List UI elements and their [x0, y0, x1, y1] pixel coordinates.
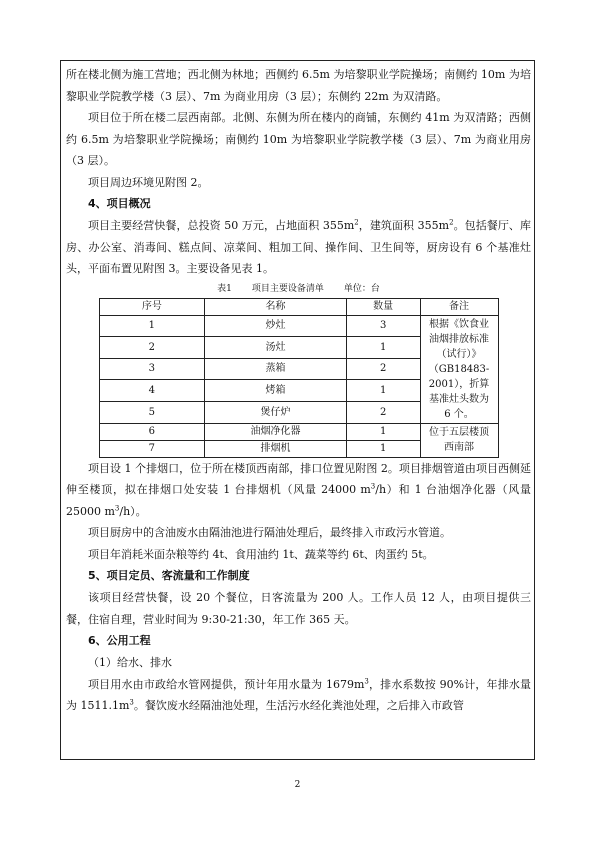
table-cell: 烤箱 [205, 380, 347, 402]
table-cell: 2 [346, 358, 420, 380]
exhaust-text-a: 项目设 1 个排烟口，位于所在楼顶西南部，排口位置见附图 2。项目排烟管道由项目西侧延伸至楼顶，拟在排烟口处安装 1 台排烟机（风量 24000 m [66, 461, 531, 496]
table-note-cell: 根据《饮食业油烟排放标准（试行）》（GB18483-2001），折算基准灶头数为 6 个。 [420, 315, 498, 423]
table-header-cell: 序号 [99, 298, 205, 315]
paragraph-consumption: 项目年消耗米面杂粮等约 4t、食用油约 1t、蔬菜等约 6t、肉蛋约 5t。 [88, 547, 434, 561]
section-heading-utilities: 6、公用工程 [88, 634, 151, 647]
equipment-table [99, 298, 499, 458]
paragraph-surroundings-ref: 项目周边环境见附图 2。 [88, 175, 209, 189]
paragraph-wastewater: 项目厨房中的含油废水由隔油池进行隔油处理后，最终排入市政污水管道。 [88, 526, 451, 539]
subheading-water: （1）给水、排水 [88, 656, 172, 669]
superscript-3: 3 [114, 503, 120, 512]
water-text-c: 。餐饮废水经隔油池处理，生活污水经化粪池处理，之后排入市政管 [133, 699, 464, 712]
section-heading-staffing: 5、项目定员、客流量和工作制度 [88, 569, 250, 582]
table-cell: 汤灶 [205, 337, 347, 359]
table-caption-number: 表1 [217, 283, 232, 294]
superscript-3: 3 [364, 676, 369, 685]
superscript-2: 2 [354, 218, 359, 227]
table-caption [66, 280, 531, 298]
table-cell: 7 [99, 440, 205, 457]
table-cell: 1 [346, 423, 420, 440]
overview-text-b: ，建筑面积 355m [358, 219, 450, 232]
superscript-2: 2 [449, 218, 454, 227]
exhaust-text-b: /h）和 1 台油烟净化器（风量 25000 m [66, 483, 531, 518]
overview-text-a: 项目主要经营快餐，总投资 50 万元，占地面积 355m [88, 219, 355, 232]
table-cell: 1 [346, 337, 420, 359]
section-heading-overview: 4、项目概况 [88, 197, 151, 210]
table-caption-unit: 单位：台 [343, 283, 380, 294]
table-cell: 3 [99, 358, 205, 380]
paragraph-exhaust [66, 458, 531, 523]
table-cell: 2 [346, 401, 420, 423]
table-cell: 1 [99, 315, 205, 337]
table-header-row [99, 298, 498, 315]
water-text-a: 项目用水由市政给水管网提供，预计年用水量为 1679m [88, 677, 365, 691]
exhaust-text-c: /h）。 [119, 504, 147, 518]
paragraph-surroundings-building: 所在楼北侧为施工营地；西北侧为林地；西侧约 6.5m 为培黎职业学院操场；南侧约 10m 为培黎职业学院教学楼（3 层）、7m 为商业用房（3 层）；东侧约 22m 为双清路。 [66, 68, 531, 103]
paragraph-overview [66, 215, 531, 280]
paragraph-water [66, 674, 531, 717]
page-number: 2 [294, 780, 301, 790]
table-note-cell: 位于五层楼顶西南部 [420, 423, 498, 457]
table-cell: 4 [99, 380, 205, 402]
paragraph-project-location: 项目位于所在楼二层西南部。北侧、东侧为所在楼内的商铺，东侧约 41m 为双清路；西侧约 6.5m 为培黎职业学院操场；南侧约 10m 为培黎职业学院教学楼（3 层）、7m 为商业用房（3 层）。 [66, 111, 531, 167]
overview-text-c: 。包括餐厅、库房、办公室、消毒间、糕点间、凉菜间、粗加工间、操作间、卫生间等，厨房设有 6 个基准灶头，平面布置见附图 3。主要设备见表 1。 [66, 219, 531, 275]
table-cell: 2 [99, 337, 205, 359]
table-cell: 5 [99, 401, 205, 423]
table-header-cell: 备注 [420, 298, 498, 315]
table-cell: 煲仔炉 [205, 401, 347, 423]
table-cell: 6 [99, 423, 205, 440]
table-cell: 蒸箱 [205, 358, 347, 380]
table-cell: 3 [346, 315, 420, 337]
table-cell: 1 [346, 380, 420, 402]
superscript-3: 3 [129, 698, 134, 707]
table-row [99, 423, 498, 440]
table-row [99, 315, 498, 337]
paragraph-staffing: 该项目经营快餐，设 20 个餐位，日客流量为 200 人。工作人员 12 人，由项目提供三餐，住宿自理，营业时间为 9:30-21:30，年工作 365 天。 [66, 591, 531, 626]
water-text-b: ，排水系数按 90%计，年排水量为 1511.1m [66, 677, 532, 712]
table-cell: 排烟机 [205, 440, 347, 457]
document-body [66, 64, 531, 717]
table-cell: 1 [346, 440, 420, 457]
table-header-cell: 数量 [346, 298, 420, 315]
table-header-cell: 名称 [205, 298, 347, 315]
table-cell: 炒灶 [205, 315, 347, 337]
table-caption-title: 项目主要设备清单 [251, 283, 324, 294]
table-cell: 油烟净化器 [205, 423, 347, 440]
superscript-3: 3 [370, 482, 376, 491]
